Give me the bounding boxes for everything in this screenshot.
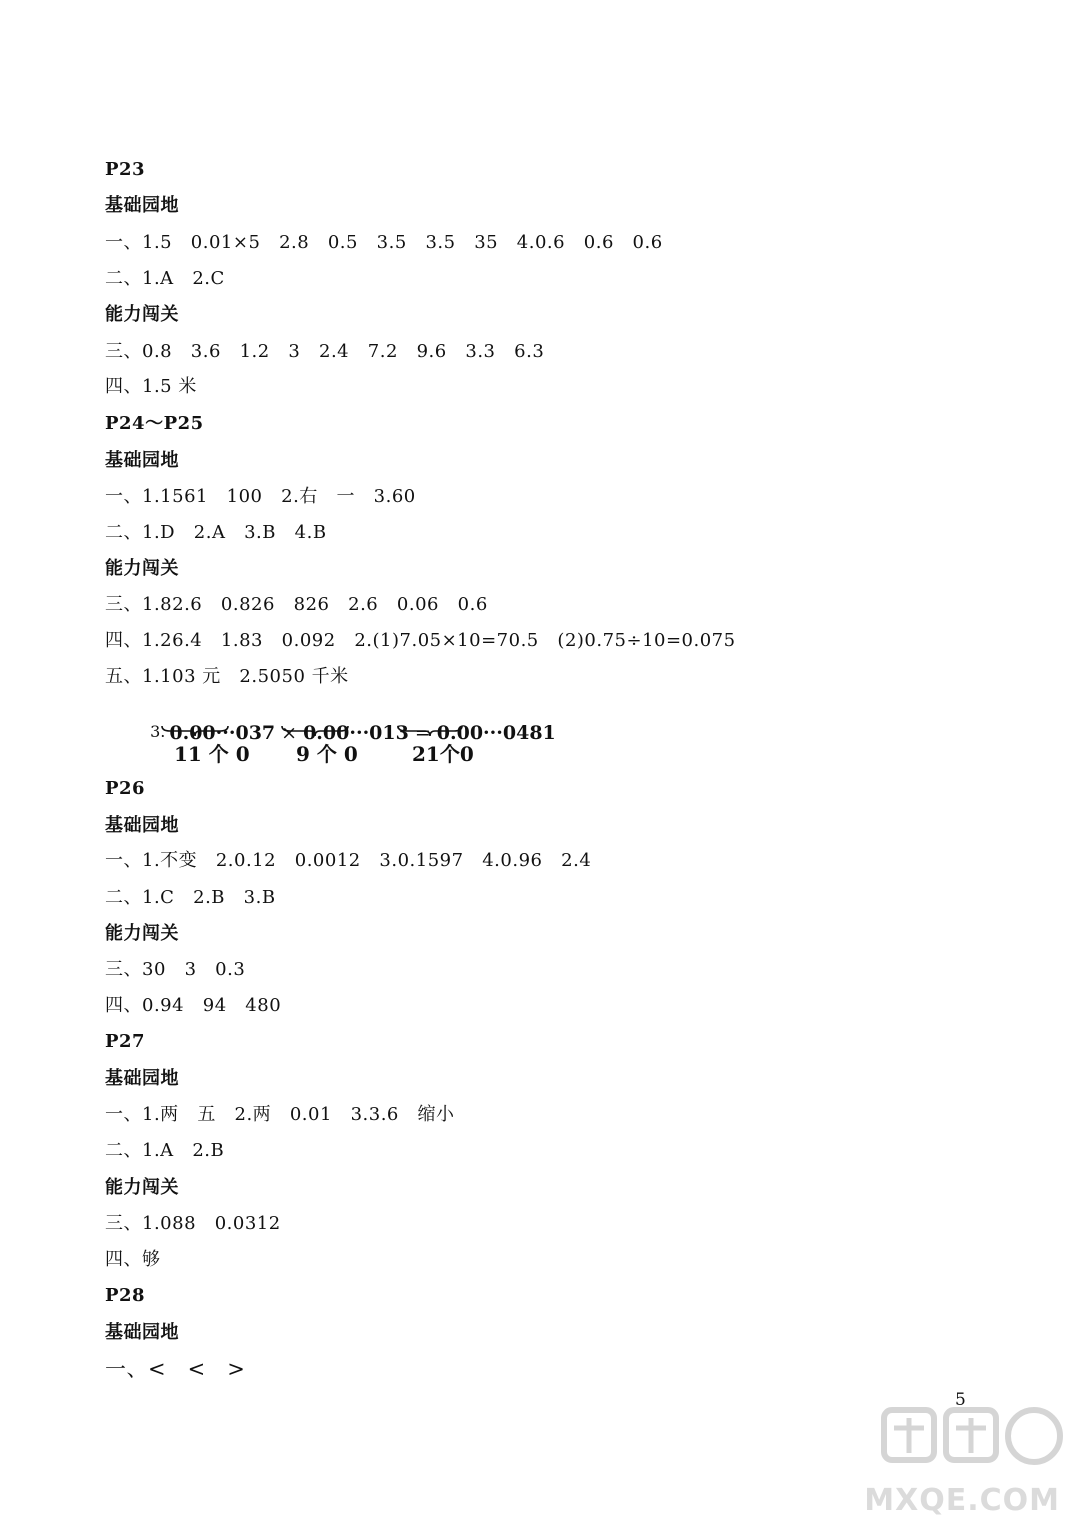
section-heading-ability: 能力闯关 bbox=[105, 558, 179, 579]
section-heading-basic: 基础园地 bbox=[105, 195, 179, 216]
underbrace-3 bbox=[396, 724, 464, 738]
underbrace-2 bbox=[280, 724, 350, 738]
answer-line: 四、1.5 米 bbox=[105, 376, 197, 397]
answer-line: 二、1.C 2.B 3.B bbox=[105, 887, 276, 908]
answer-line: 二、1.A 2.B bbox=[105, 1140, 225, 1161]
answer-line: 三、1.088 0.0312 bbox=[105, 1213, 281, 1234]
answer-line: 一、1.1561 100 2.右 一 3.60 bbox=[105, 486, 416, 507]
underbrace-label-1: 11 个 0 bbox=[174, 742, 250, 766]
section-heading-ability: 能力闯关 bbox=[105, 304, 179, 325]
formula-prefix: 3. bbox=[150, 722, 166, 741]
answer-line: 二、1.A 2.C bbox=[105, 268, 225, 289]
page-heading-p27: P27 bbox=[105, 1031, 146, 1052]
answer-line: 三、0.8 3.6 1.2 3 2.4 7.2 9.6 3.3 6.3 bbox=[105, 341, 545, 362]
section-heading-basic: 基础园地 bbox=[105, 1068, 179, 1089]
formula-term-1: 0.00···037 bbox=[169, 722, 276, 744]
answer-line: 三、30 3 0.3 bbox=[105, 959, 246, 980]
page-number: 5 bbox=[955, 1390, 966, 1410]
formula-term-2: 0.00···013 bbox=[303, 722, 409, 744]
page-heading-p28: P28 bbox=[105, 1285, 146, 1306]
section-heading-ability: 能力闯关 bbox=[105, 923, 179, 944]
answer-line: 二、1.D 2.A 3.B 4.B bbox=[105, 522, 327, 543]
page-heading-p26: P26 bbox=[105, 778, 146, 799]
page-heading-p23: P23 bbox=[105, 159, 146, 180]
section-heading-basic: 基础园地 bbox=[105, 815, 179, 836]
answer-line: 四、够 bbox=[105, 1249, 161, 1270]
watermark-emblem-icon bbox=[876, 1398, 1066, 1493]
page-heading-p24-p25: P24～P25 bbox=[105, 413, 204, 434]
answer-line: 四、0.94 94 480 bbox=[105, 995, 282, 1016]
answer-line: 四、1.26.4 1.83 0.092 2.(1)7.05×10=70.5 (2)0.75÷10=0.075 bbox=[105, 630, 736, 651]
underbrace-label-3: 21个0 bbox=[412, 742, 474, 766]
underbrace-1 bbox=[160, 724, 230, 738]
watermark-logo bbox=[864, 1398, 1066, 1528]
underbrace-label-2: 9 个 0 bbox=[296, 742, 358, 766]
formula-operator-equals: = bbox=[414, 722, 431, 744]
section-heading-basic: 基础园地 bbox=[105, 1322, 179, 1343]
answer-line: 三、1.82.6 0.826 826 2.6 0.06 0.6 bbox=[105, 594, 488, 615]
formula-operator-times: × bbox=[281, 722, 298, 744]
section-heading-basic: 基础园地 bbox=[105, 450, 179, 471]
answer-line: 五、1.103 元 2.5050 千米 bbox=[105, 666, 349, 687]
answer-line: 一、1.两 五 2.两 0.01 3.3.6 缩小 bbox=[105, 1104, 455, 1125]
watermark-text: MXQE.COM bbox=[864, 1483, 1060, 1518]
answer-line: 一、< < > bbox=[105, 1357, 246, 1381]
section-heading-ability: 能力闯关 bbox=[105, 1177, 179, 1198]
answer-line: 一、1.不变 2.0.12 0.0012 3.0.1597 4.0.96 2.4 bbox=[105, 850, 592, 871]
formula-term-3: 0.00···0481 bbox=[436, 722, 556, 744]
answer-line: 一、1.5 0.01×5 2.8 0.5 3.5 3.5 35 4.0.6 0.6 0.6 bbox=[105, 232, 663, 253]
